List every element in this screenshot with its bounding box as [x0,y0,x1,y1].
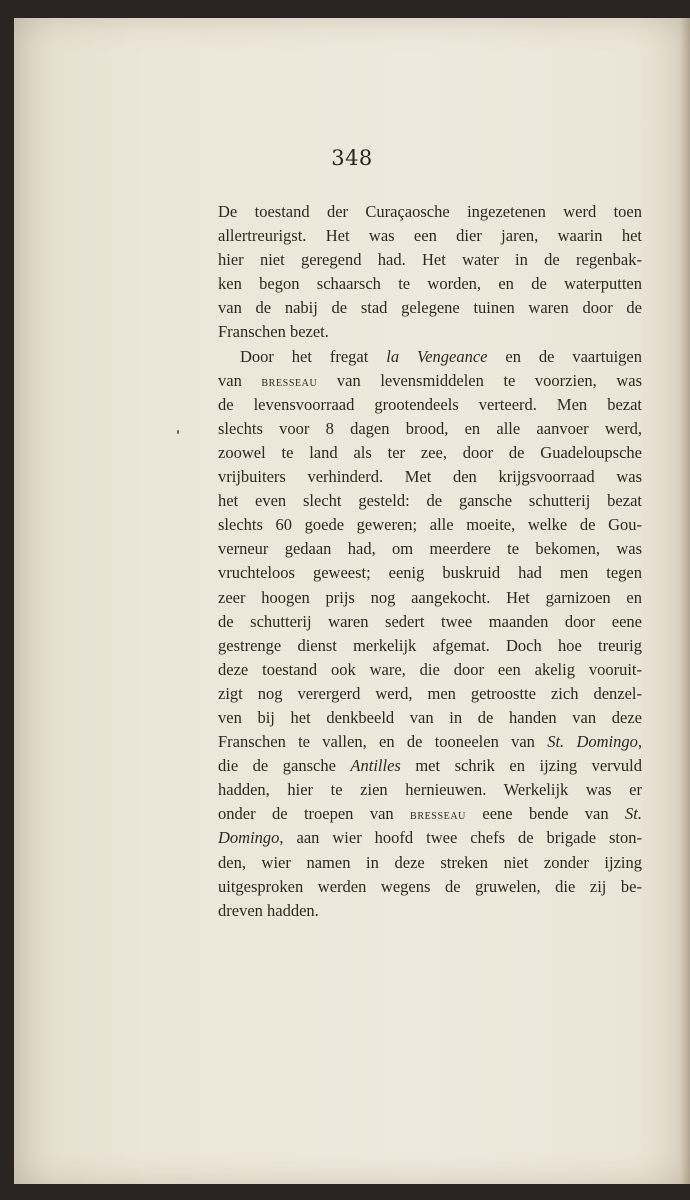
page-edge-shadow [680,18,690,1184]
place-name-italic: Domingo [218,828,280,848]
text-line: de levensvoorraad grootendeels verteerd. Men bezat [218,394,642,414]
text-line: zigt nog verergerd werd, men getroostte zich denzel- [218,683,642,703]
text-line: verneur gedaan had, om meerdere te bekomen, was [218,539,642,559]
text-line [218,345,642,369]
text-line: slechts voor 8 dagen brood, en alle aanvoer werd, [218,418,642,438]
body-text [218,200,642,923]
page-number: 348 [331,146,373,170]
text-line [218,730,642,754]
text-line: De toestand der Curaçaosche ingezetenen werd toen [218,202,642,221]
text-line: deze toestand ook ware, die door een akelig vooruit- [218,659,642,679]
book-page [14,18,690,1184]
text-line: hier niet geregend had. Het water in de regenbak- [218,250,642,270]
text-line: dreven hadden. [218,900,319,920]
text-line: vrijbuiters verhinderd. Met den krijgsvoorraad was [218,467,642,487]
text-line: allertreurigst. Het was een dier jaren, waarin het [218,226,642,246]
text-span: van levensmiddelen te voorzien, was [317,370,643,390]
text-span: eene bende van [465,804,626,824]
text-line [218,369,642,393]
paper-speck [177,430,179,434]
text-line: van de nabij de stad gelegene tuinen waren door de [218,298,642,318]
ship-name-italic: la Vengeance [386,346,488,366]
text-line [218,754,642,778]
text-span: , [637,732,642,752]
text-span: van [218,370,262,390]
text-line: vruchteloos geweest; eenig buskruid had men tegen [218,563,642,583]
text-line: Franschen bezet. [218,322,329,342]
text-span: , aan wier hoofd twee chefs de brigade ston- [279,828,642,848]
text-line: ken begon schaarsch te worden, en de waterputten [218,274,642,294]
text-line: hadden, hier te zien hernieuwen. Werkelijk was er [218,780,642,800]
text-line: het even slecht gesteld: de gansche schutterij bezat [218,491,642,511]
text-line: ven bij het denkbeeld van in de handen van deze [218,707,642,727]
person-name-smallcaps: bresseau [410,808,466,824]
text-span: die de gansche [218,756,351,776]
text-line [218,802,642,826]
place-name-italic: St. [625,804,642,824]
text-span: en de vaartuigen [487,346,642,366]
text-span: Door het fregat [240,346,387,366]
text-line: slechts 60 goede geweren; alle moeite, welke de Gou- [218,515,642,535]
text-span: met schrik en ijzing vervuld [400,756,642,776]
text-line: zoowel te land als ter zee, door de Guadeloupsche [218,442,642,462]
text-span: Franschen te vallen, en de tooneelen van [218,732,548,752]
place-name-italic: Antilles [350,756,401,776]
person-name-smallcaps: bresseau [261,374,318,390]
place-name-italic: St. Domingo [547,732,638,752]
text-line [218,826,642,850]
text-span: onder de troepen van [218,804,411,824]
text-line: de schutterij waren sedert twee maanden door eene [218,611,642,631]
text-line: den, wier namen in deze streken niet zonder ijzing [218,852,642,872]
text-line: zeer hoogen prijs nog aangekocht. Het garnizoen en [218,587,642,607]
text-line: gestrenge dienst merkelijk afgemat. Doch hoe treurig [218,635,642,655]
text-line: uitgesproken werden wegens de gruwelen, die zij be- [218,876,642,896]
